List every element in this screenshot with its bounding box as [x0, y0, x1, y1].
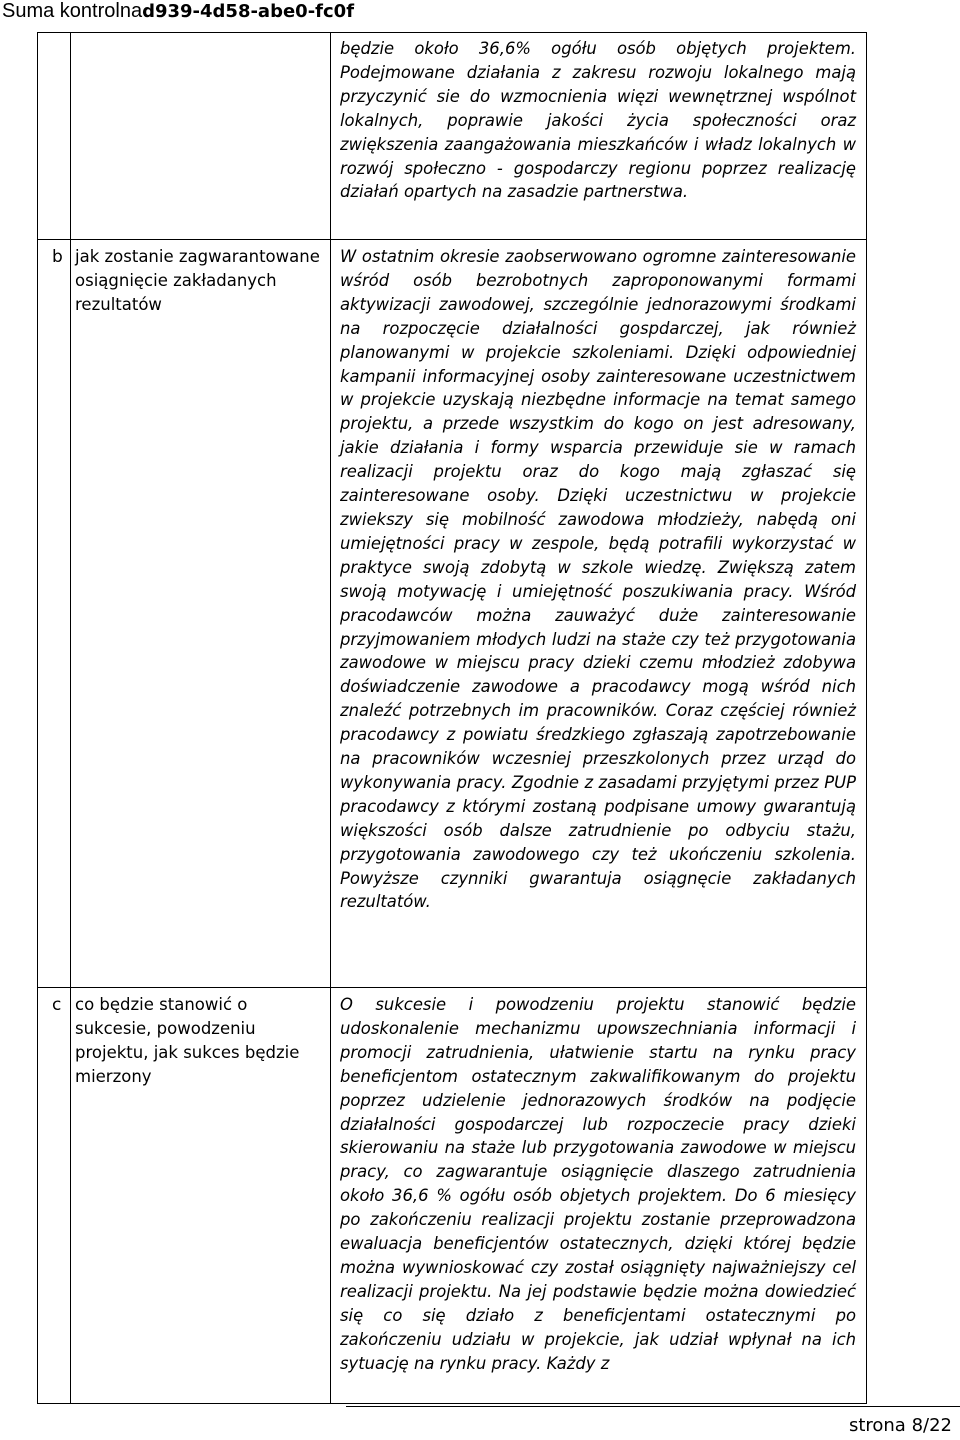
row-question: co będzie stanowić o sukcesie, powodzeniu projektu, jak sukces będzie mierzony	[75, 995, 300, 1086]
page-number: 8/22	[911, 1415, 952, 1436]
row-question-cell	[71, 988, 331, 1404]
row-letter-cell	[38, 988, 71, 1404]
row-answer: będzie około 36,6% ogółu osób objętych projektem. Podejmowane działania z zakresu rozwoju lokalnego mają przyczynić sie do wzmocnienia więzi wewnętrznej wspólnot lokalnych, poprawie jakości życia społeczności oraz zwiększenia zaangażowania mieszkańców i władz lokalnych w rozwój społeczno - gospodarczy regionu poprzez realizację działań opartych na zasadzie partnerstwa.	[340, 39, 856, 202]
row-answer-cell	[331, 240, 867, 988]
footer-divider	[346, 1406, 960, 1407]
table-row	[38, 240, 867, 988]
row-letter: b	[52, 247, 63, 267]
row-letter: c	[52, 995, 62, 1015]
row-question-cell	[71, 240, 331, 988]
row-answer-cell	[331, 988, 867, 1404]
row-letter-cell	[38, 240, 71, 988]
row-answer-cell	[331, 33, 867, 240]
row-question: jak zostanie zagwarantowane osiągnięcie zakładanych rezultatów	[75, 247, 320, 314]
row-answer: O sukcesie i powodzeniu projektu stanowić będzie udoskonalenie mechanizmu upowszechniania informacji i promocji zatrudnienia, ułatwienie startu na rynku pracy beneficjentom ostatecznym zakwalifikowanym do projektu poprzez udzielenie jednorazowych środków na podjęcie działalności gospodarczej lub rozpoczecie pracy dzieki skierowaniu na staże lub przygotowania zawodowe w miejscu pracy, co zagwarantuje osiągnięcie dlaszego zatrudnienia około 36,6 % ogółu osób objetych projektem. Do 6 miesięcy po zakończeniu realizacji projektu zostanie przeprowadzona ewaluacja beneficjentów ostatecznych, dzięki której będzie można wywnioskować czy został osiągnięty najważniejszy cel realizacji projektu. Na jej podstawie będzie można dowiedzieć się co się działo z beneficjentami ostatecznymi po zakończeniu udziału w projekcie, jak udział wpłynał na ich sytuację na rynku pracy. Każdy z	[340, 995, 856, 1373]
row-question-cell	[71, 33, 331, 240]
checksum-value: d939-4d58-abe0-fc0f	[142, 1, 355, 22]
row-letter-cell	[38, 33, 71, 240]
project-questions-table	[37, 32, 867, 1404]
row-letter	[38, 33, 70, 38]
row-answer: W ostatnim okresie zaobserwowano ogromne zainteresowanie wśród osób bezrobotnych zaproponowanymi formami aktywizacji zawodowej, szczególnie jednorazowymi środkami na rozpoczęcie działalności gospdarczej, jak również planowanymi w projekcie szkoleniami. Dzięki odpowiedniej kampanii informacyjnej osoby zainteresowane uczestnictwem w projekcie uzyskają niezbędne informacje na temat samego projektu, a przede wszystkim do kogo on jest adresowany, jakie działania i formy wsparcia przewiduje sie w ramach realizacji projektu oraz do kogo mają zgłaszać się zainteresowane osoby. Dzięki uczestnictwu w projekcie zwiekszy się mobilność zawodowa młodzieży, nabędą oni umiejętności pracy w zespole, będą potrafili wykorzystać w praktyce swoją zdobytą w szkole wiedzę. Zwiększą zatem swoją motywację i umiejętność poszukiwania pracy. Wśród pracodawców można zauważyć duże zainteresowanie przyjmowaniem młodych ludzi na staże czy też przygotowania zawodowe w miejscu pracy dzieki czemu młodzież zdobywa doświadczenie zawodowe a pracodawcy mogą wśród nich znaleźć potrzebnych im pracowników. Coraz częściej również pracodawcy z powiatu średzkiego zgłaszają zapotrzebowanie na pracowników wczesniej przeszkolonych przez urząd do wykonywania pracy. Zgodnie z zasadami przyjętymi przez PUP pracodawcy z którymi zostaną podpisane umowy gwarantują większości osób dalsze zatrudnienie po odbyciu stażu, przygotowania zawodowego czy też ukończeniu szkolenia. Powyższe czynniki gwarantuja osiągnęcie zakładanych rezultatów.	[340, 247, 856, 912]
checksum-label: Suma kontrolna	[2, 0, 143, 22]
table-row	[38, 988, 867, 1404]
table-row	[38, 33, 867, 240]
page-counter	[849, 1414, 952, 1438]
page-label: strona	[848, 1415, 906, 1436]
checksum-header	[2, 0, 354, 30]
row-question	[71, 33, 330, 38]
